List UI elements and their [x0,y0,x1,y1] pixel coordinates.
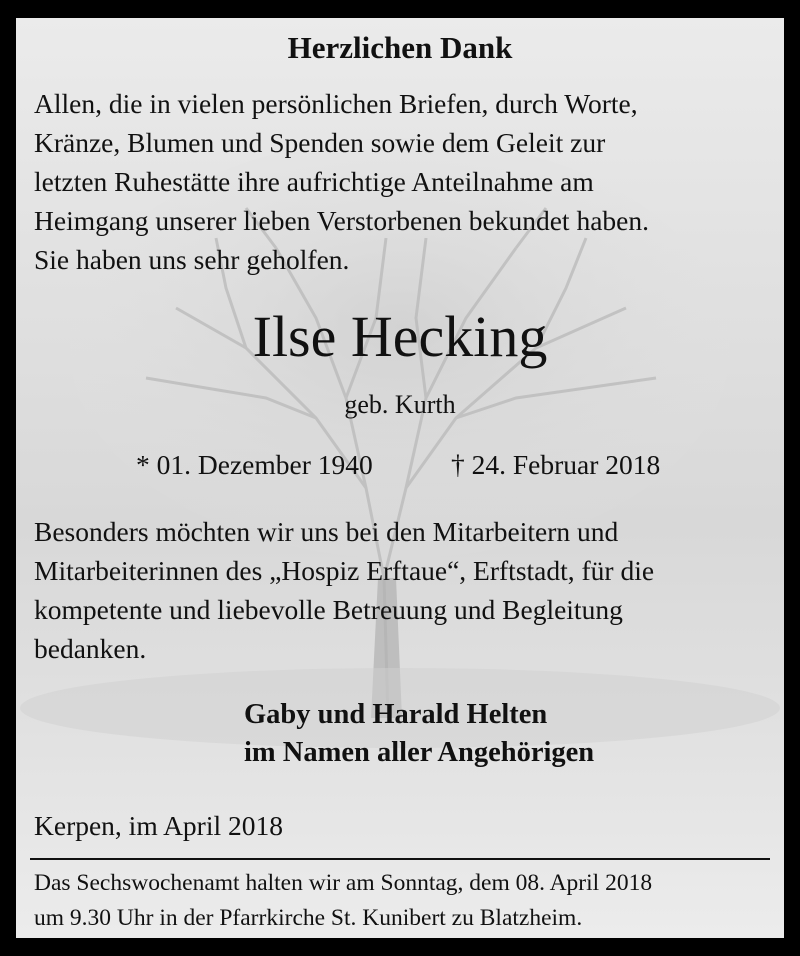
death-date: † 24. Februar 2018 [451,449,661,480]
intro-paragraph [34,84,649,279]
signature-line: Gaby und Harald Helten [244,699,548,730]
thanks-line: bedanken. [34,633,147,664]
thanks-line: Besonders möchten wir uns bei den Mitarbeitern und [34,516,619,547]
place-date: Kerpen, im April 2018 [34,810,283,841]
obituary-card [16,18,784,938]
intro-line: Allen, die in vielen persönlichen Briefen, durch Worte, [34,88,638,119]
thanks-paragraph [34,512,654,668]
intro-line: letzten Ruhestätte ihre aufrichtige Anteilnahme am [34,166,594,197]
intro-line: Sie haben uns sehr geholfen. [34,244,350,275]
divider [30,858,770,860]
heading: Herzlichen Dank [287,30,513,65]
intro-line: Kränze, Blumen und Spenden sowie dem Geleit zur [34,127,606,158]
service-line: Das Sechswochenamt halten wir am Sonntag, dem 08. April 2018 [34,870,653,896]
signature-line: im Namen aller Angehörigen [244,737,595,768]
maiden-name: geb. Kurth [344,390,456,419]
thanks-line: kompetente und liebevolle Betreuung und Begleitung [34,594,623,625]
intro-line: Heimgang unserer lieben Verstorbenen bekundet haben. [34,205,649,236]
service-note [34,866,652,936]
signature [244,696,594,772]
service-line: um 9.30 Uhr in der Pfarrkirche St. Kunibert zu Blatzheim. [34,905,583,931]
deceased-name: Ilse Hecking [252,304,548,369]
thanks-line: Mitarbeiterinnen des „Hospiz Erftaue“, Erftstadt, für die [34,555,655,586]
birth-date: * 01. Dezember 1940 [136,449,373,480]
